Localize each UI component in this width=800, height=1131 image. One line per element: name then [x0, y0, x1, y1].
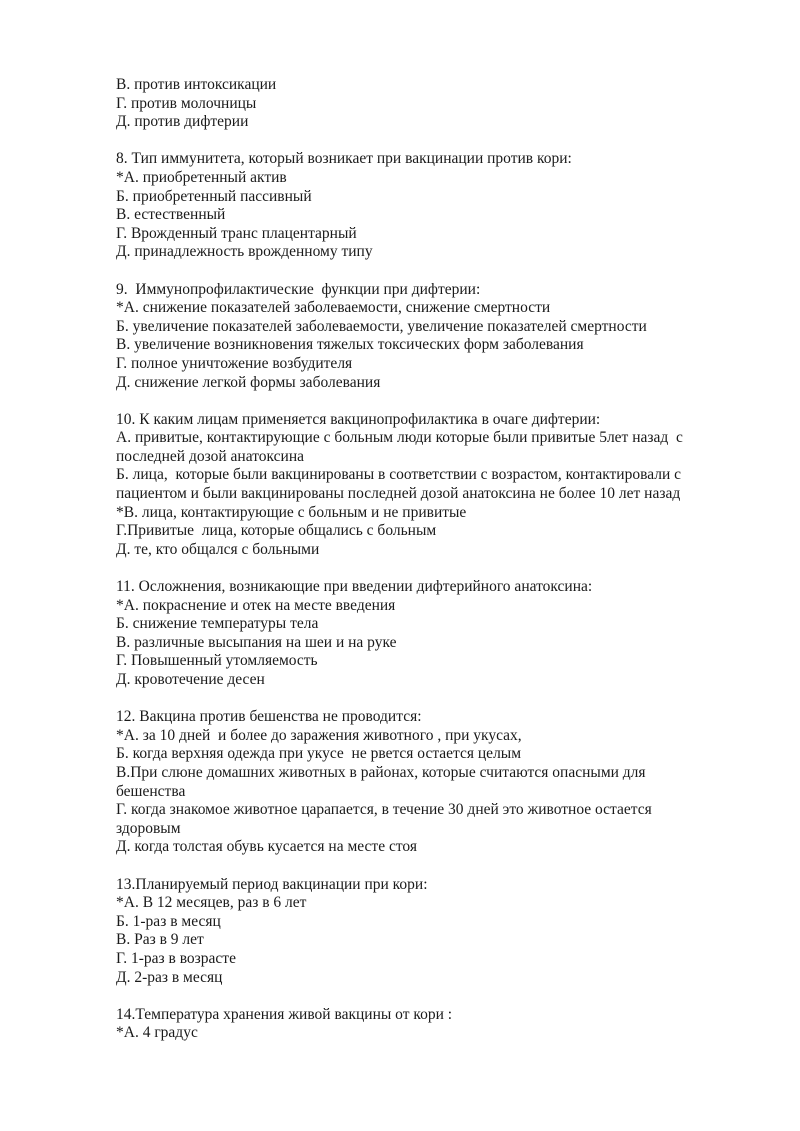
answer-option: *В. лица, контактирующие с больным и не привитые — [116, 503, 467, 521]
answer-option: Г. 1-раз в возрасте — [116, 949, 236, 967]
answer-option: Д. кровотечение десен — [116, 671, 265, 688]
answer-option: В. естественный — [116, 206, 226, 224]
option-line: В. против интоксикации — [116, 76, 277, 93]
intro-options — [116, 76, 706, 132]
option-line: Д. против дифтерии — [116, 113, 249, 131]
question-block — [116, 150, 706, 262]
question-text: 8. Тип иммунитета, который возникает при вакцинации против кори: — [116, 150, 572, 168]
answer-option: Б. лица, которые были вакцинированы в соответствии с возрастом, контактировали с пациентом и были вакцинированы последней дозой анатоксина не более 10 лет назад — [116, 466, 685, 503]
question-block — [116, 708, 706, 857]
answer-option: *А. 4 градус — [116, 1024, 198, 1042]
answer-option: В. Раз в 9 лет — [116, 931, 204, 949]
answer-option: Г. когда знакомое животное царапается, в течение 30 дней это животное остается здоровым — [116, 801, 656, 837]
question-block — [116, 876, 706, 988]
answer-option: Б. приобретенный пассивный — [116, 187, 312, 205]
question-text: 12. Вакцина против бешенства не проводится: — [116, 708, 422, 726]
answer-option: Д. когда толстая обувь кусается на месте стоя — [116, 838, 417, 856]
answer-option: Б. 1-раз в месяц — [116, 912, 221, 930]
question-block — [116, 411, 706, 560]
question-text: 11. Осложнения, возникающие при введении дифтерийного анатоксина: — [116, 578, 593, 596]
answer-option: Г. полное уничтожение возбудителя — [116, 354, 353, 372]
answer-option: *А. приобретенный актив — [116, 168, 287, 186]
option-line: Г. против молочницы — [116, 94, 257, 112]
answer-option: В. увеличение возникновения тяжелых токсических форм заболевания — [116, 336, 584, 354]
answer-option: *А. В 12 месяцев, раз в 6 лет — [116, 894, 307, 912]
answer-option: Г. Врожденный транс плацентарный — [116, 224, 357, 242]
question-text: 9. Иммунопрофилактические функции при дифтерии: — [116, 280, 481, 298]
question-block — [116, 578, 706, 690]
answer-option: Б. когда верхняя одежда при укусе не рвется остается целым — [116, 745, 522, 763]
answer-option: Б. увеличение показателей заболеваемости, увеличение показателей смертности — [116, 317, 647, 335]
answer-option: В. различные высыпания на шеи и на руке — [116, 633, 397, 651]
answer-option: Д. принадлежность врожденному типу — [116, 243, 373, 261]
document-page — [116, 76, 706, 1043]
answer-option: А. привитые, контактирующие с больным люди которые были привитые 5лет назад с последней дозой анатоксина — [116, 429, 687, 465]
question-text: 14.Температура хранения живой вакцины от кори : — [116, 1005, 453, 1023]
answer-option: Д. 2-раз в месяц — [116, 968, 223, 986]
answer-option: *А. снижение показателей заболеваемости, снижение смертности — [116, 299, 551, 317]
answer-option: *А. за 10 дней и более до заражения животного , при укусах, — [116, 726, 522, 744]
answer-option: В.При слюне домашних животных в районах, которые считаются опасными для бешенства — [116, 763, 650, 800]
answer-option: Г.Привитые лица, которые общались с больным — [116, 522, 437, 540]
answer-option: Г. Повышенный утомляемость — [116, 652, 318, 670]
question-block — [116, 1006, 706, 1043]
answer-option: Д. те, кто общался с больными — [116, 540, 320, 558]
answer-option: Д. снижение легкой формы заболевания — [116, 373, 381, 391]
answer-option: *А. покраснение и отек на месте введения — [116, 596, 396, 614]
answer-option: Б. снижение температуры тела — [116, 615, 319, 633]
question-block — [116, 281, 706, 393]
question-text: 13.Планируемый период вакцинации при кори: — [116, 875, 428, 893]
question-text: 10. К каким лицам применяется вакцинопрофилактика в очаге дифтерии: — [116, 410, 601, 428]
